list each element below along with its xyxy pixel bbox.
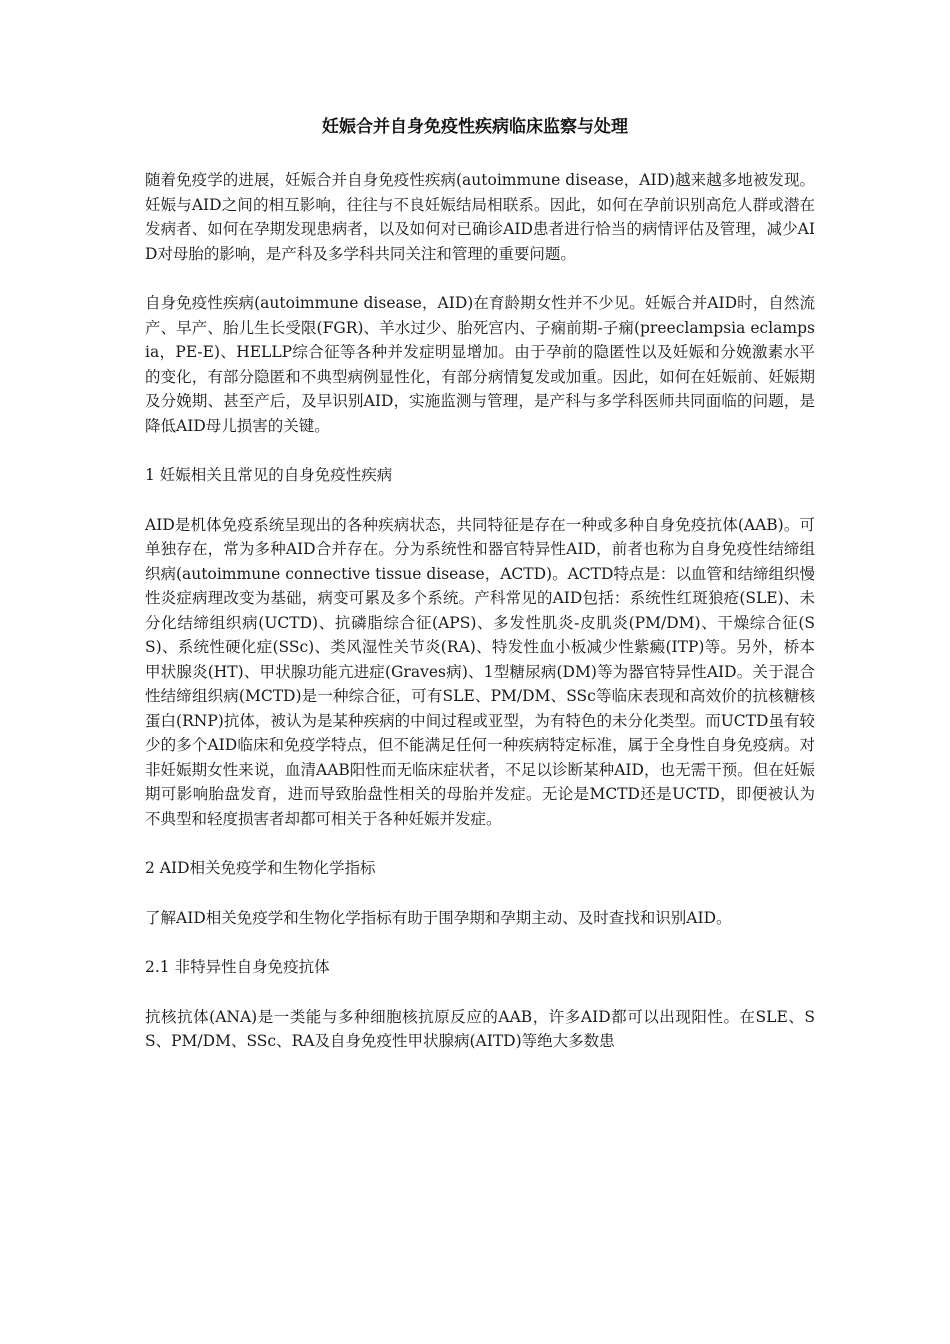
section-2-paragraph: 了解AID相关免疫学和生物化学指标有助于围孕期和孕期主动、及时查找和识别AID。 [145, 908, 732, 927]
subsection-2-1-paragraph: 抗核抗体(ANA)是一类能与多种细胞核抗原反应的AAB，许多AID都可以出现阳性。在SLE、SS、PM/DM、SSc、RA及自身免疫性甲状腺病(AITD)等绝大多数患 [145, 1007, 815, 1050]
document-title: 妊娠合并自身免疫性疾病临床监察与处理 [322, 117, 628, 137]
subsection-heading-2-1: 2.1 非特异性自身免疫抗体 [145, 958, 330, 976]
document-body [145, 168, 815, 1079]
section-1-paragraph: AID是机体免疫系统呈现出的各种疾病状态，共同特征是存在一种或多种自身免疫抗体(AAB)。可单独存在，常为多种AID合并存在。分为系统性和器官特异性AID，前者也称为自身免疫性结缔组织病(autoimmune connective tissue disease，ACTD)。ACTD特点是：以血管和结缔组织慢性炎症病理改变为基础，病变可累及多个系统。产科常见的AID包括：系统性红斑狼疮(SLE)、未分化结缔组织病(UCTD)、抗磷脂综合征(APS)、多发性肌炎-皮肌炎(PM/DM)、干燥综合征(SS)、系统性硬化症(SSc)、类风湿性关节炎(RA)、特发性血小板减少性紫癜(ITP)等。另外，桥本甲状腺炎(HT)、甲状腺功能亢进症(Graves病)、1型糖尿病(DM)等为器官特异性AID。关于混合性结缔组织病(MCTD)是一种综合征，可有SLE、PM/DM、SSc等临床表现和高效价的抗核糖核蛋白(RNP)抗体，被认为是某种疾病的中间过程或亚型，为有特色的未分化类型。而UCTD虽有较少的多个AID临床和免疫学特点，但不能满足任何一种疾病特定标准，属于全身性自身免疫病。对非妊娠期女性来说，血清AAB阳性而无临床症状者，不足以诊断某种AID，也无需干预。但在妊娠期可影响胎盘发育，进而导致胎盘性相关的母胎并发症。无论是MCTD还是UCTD，即便被认为不典型和轻度损害者却都可相关于各种妊娠并发症。 [145, 515, 816, 828]
section-heading-2: 2 AID相关免疫学和生物化学指标 [145, 859, 376, 877]
intro-paragraph: 随着免疫学的进展，妊娠合并自身免疫性疾病(autoimmune disease，AID)越来越多地被发现。妊娠与AID之间的相互影响，往往与不良妊娠结局相联系。因此，如何在孕前识别高危人群或潜在发病者、如何在孕期发现患病者，以及如何对已确诊AID患者进行恰当的病情评估及管理，减少AID对母胎的影响，是产科及多学科共同关注和管理的重要问题。 [145, 171, 815, 263]
background-paragraph: 自身免疫性疾病(autoimmune disease，AID)在育龄期女性并不少见。妊娠合并AID时，自然流产、早产、胎儿生长受限(FGR)、羊水过少、胎死宫内、子痫前期-子痫(preeclampsia eclampsia，PE-E)、HELLP综合征等各种并发症明显增加。由于孕前的隐匿性以及妊娠和分娩激素水平的变化，有部分隐匿和不典型病例显性化，有部分病情复发或加重。因此，如何在妊娠前、妊娠期及分娩期、甚至产后，及早识别AID，实施监测与管理，是产科与多学科医师共同面临的问题，是降低AID母儿损害的关键。 [145, 294, 815, 435]
section-heading-1: 1 妊娠相关且常见的自身免疫性疾病 [145, 466, 393, 484]
